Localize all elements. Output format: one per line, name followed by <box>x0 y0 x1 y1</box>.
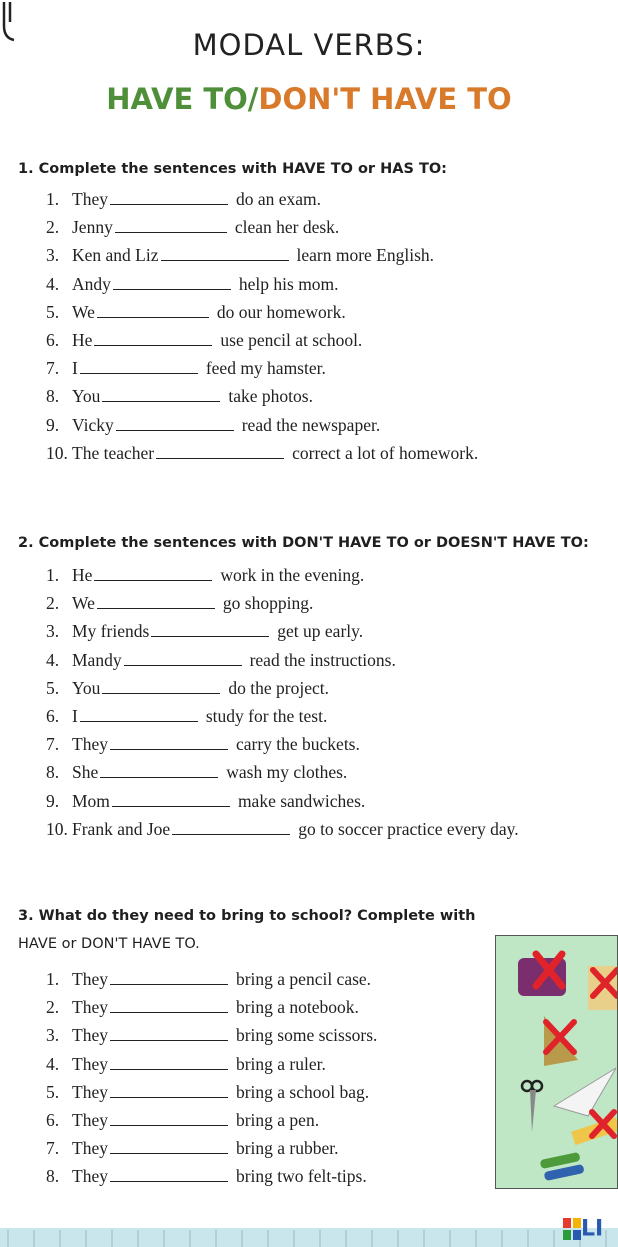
answer-blank[interactable] <box>80 707 198 722</box>
answer-blank[interactable] <box>97 303 209 318</box>
sentence-item <box>46 649 396 671</box>
answer-blank[interactable] <box>110 1055 228 1070</box>
subtitle-have-to: HAVE TO/ <box>106 82 259 116</box>
item-number: 5. <box>46 677 60 698</box>
item-rest: carry the buckets. <box>235 734 360 755</box>
item-subject: He <box>72 565 93 585</box>
answer-blank[interactable] <box>151 622 269 637</box>
item-rest: help his mom. <box>238 273 339 294</box>
sentence-item <box>46 188 321 210</box>
section-3-instruction-2: HAVE or DON'T HAVE TO. <box>18 936 200 952</box>
item-subject: I <box>72 358 78 379</box>
item-rest: feed my hamster. <box>205 358 326 379</box>
paper-plane-icon <box>554 1068 616 1116</box>
answer-blank[interactable] <box>115 218 227 233</box>
sentence-item <box>46 968 371 990</box>
item-rest: go to soccer practice every day. <box>298 818 519 839</box>
sentence-item <box>46 244 434 266</box>
answer-blank[interactable] <box>124 651 242 666</box>
item-number: 5. <box>46 1081 60 1102</box>
item-subject: They <box>72 997 108 1018</box>
item-rest: get up early. <box>277 621 364 642</box>
answer-blank[interactable] <box>102 387 220 402</box>
sentence-item <box>46 592 313 614</box>
answer-blank[interactable] <box>110 998 228 1013</box>
section-1-instruction: 1. Complete the sentences with HAVE TO or HAS TO: <box>18 161 447 177</box>
item-subject: They <box>72 1025 108 1046</box>
sentence-item <box>46 790 365 812</box>
answer-blank[interactable] <box>97 594 215 609</box>
item-rest: take photos. <box>228 386 313 407</box>
answer-blank[interactable] <box>172 820 290 835</box>
sentence-item <box>46 620 363 642</box>
item-subject: They <box>72 1081 108 1102</box>
decorative-ruler-strip <box>0 1228 618 1247</box>
answer-blank[interactable] <box>110 1083 228 1098</box>
item-rest: go shopping. <box>222 593 314 614</box>
item-number: 4. <box>46 1053 60 1074</box>
item-subject: I <box>72 706 78 726</box>
answer-blank[interactable] <box>112 792 230 807</box>
item-rest: clean her desk. <box>234 217 340 238</box>
answer-blank[interactable] <box>80 359 198 374</box>
answer-blank[interactable] <box>102 679 220 694</box>
answer-blank[interactable] <box>110 1026 228 1041</box>
sentence-item <box>46 357 326 379</box>
item-rest: bring a rubber. <box>235 1138 339 1159</box>
item-subject: Jenny <box>72 217 113 238</box>
item-number: 9. <box>46 414 60 435</box>
sentence-item <box>46 385 313 407</box>
answer-blank[interactable] <box>110 1111 228 1126</box>
item-subject: The teacher <box>72 442 155 463</box>
sentence-item <box>46 329 362 351</box>
item-number: 4. <box>46 273 60 294</box>
subtitle-dont-have-to: DON'T HAVE TO <box>258 82 512 116</box>
item-subject: You <box>72 386 101 407</box>
item-subject: He <box>72 330 93 350</box>
item-number: 5. <box>46 301 60 322</box>
answer-blank[interactable] <box>94 331 212 346</box>
item-subject: We <box>72 301 95 322</box>
item-subject: They <box>72 969 108 989</box>
answer-blank[interactable] <box>110 970 228 985</box>
answer-blank[interactable] <box>100 763 218 778</box>
item-number: 8. <box>46 1166 60 1187</box>
section-2-instruction: 2. Complete the sentences with DON'T HAVE TO or DOESN'T HAVE TO: <box>18 535 589 551</box>
item-number: 1. <box>46 565 60 585</box>
answer-blank[interactable] <box>110 190 228 205</box>
item-number: 6. <box>46 1110 60 1130</box>
item-rest: bring a school bag. <box>235 1081 370 1102</box>
sentence-item <box>46 733 360 755</box>
item-subject: They <box>72 1053 108 1074</box>
item-number: 1. <box>46 969 60 989</box>
sentence-item <box>46 1081 369 1103</box>
item-rest: learn more English. <box>296 245 435 266</box>
item-number: 8. <box>46 762 60 783</box>
item-rest: bring two felt-tips. <box>235 1166 367 1187</box>
sentence-item <box>46 1165 367 1187</box>
item-number: 6. <box>46 330 60 350</box>
item-rest: wash my clothes. <box>226 762 348 783</box>
item-number: 3. <box>46 245 60 266</box>
item-number: 7. <box>46 734 60 755</box>
sentence-item <box>46 996 359 1018</box>
item-rest: bring some scissors. <box>235 1025 378 1046</box>
item-subject: Mom <box>72 790 110 811</box>
item-subject: They <box>72 1110 108 1130</box>
item-rest: do the project. <box>228 677 329 698</box>
item-number: 2. <box>46 217 60 238</box>
item-rest: make sandwiches. <box>237 790 366 811</box>
item-rest: correct a lot of homework. <box>292 442 479 463</box>
item-number: 7. <box>46 1138 60 1159</box>
item-number: 2. <box>46 997 60 1018</box>
answer-blank[interactable] <box>94 566 212 581</box>
item-rest: do our homework. <box>216 301 346 322</box>
item-subject: My friends <box>72 621 150 642</box>
item-subject: Frank and Joe <box>72 818 171 839</box>
item-rest: bring a pen. <box>235 1110 320 1130</box>
sentence-item <box>46 1024 377 1046</box>
logo-text: LI <box>581 1216 604 1242</box>
page-title: MODAL VERBS: <box>192 28 426 62</box>
item-number: 6. <box>46 706 60 726</box>
sentence-item <box>46 761 347 783</box>
item-rest: bring a pencil case. <box>235 969 372 989</box>
school-supplies-illustration <box>495 935 618 1189</box>
item-subject: You <box>72 677 101 698</box>
sentence-item <box>46 1137 339 1159</box>
item-number: 10. <box>46 818 68 839</box>
answer-blank[interactable] <box>116 416 234 431</box>
item-rest: bring a ruler. <box>235 1053 326 1074</box>
scissors-icon <box>522 1081 532 1091</box>
sentence-item <box>46 1053 326 1075</box>
item-subject: She <box>72 762 99 783</box>
answer-blank[interactable] <box>110 1139 228 1154</box>
item-rest: work in the evening. <box>220 565 365 585</box>
sentence-item <box>46 564 364 586</box>
item-subject: Mandy <box>72 649 122 670</box>
item-number: 3. <box>46 1025 60 1046</box>
sentence-item <box>46 677 329 699</box>
sentence-item <box>46 818 519 840</box>
item-subject: Ken and Liz <box>72 245 159 266</box>
sentence-item <box>46 414 380 436</box>
item-number: 2. <box>46 593 60 614</box>
section-3-instruction: 3. What do they need to bring to school? Complete with <box>18 908 476 924</box>
page-subtitle <box>0 82 618 116</box>
item-rest: bring a notebook. <box>235 997 359 1018</box>
item-number: 10. <box>46 442 68 463</box>
item-subject: Andy <box>72 273 111 294</box>
sentence-item <box>46 1109 319 1131</box>
logo-mark-icon <box>563 1218 581 1240</box>
item-number: 4. <box>46 649 60 670</box>
answer-blank[interactable] <box>110 1167 228 1182</box>
item-rest: do an exam. <box>235 189 322 209</box>
item-subject: Vicky <box>72 414 114 435</box>
item-number: 7. <box>46 358 60 379</box>
sentence-item <box>46 273 339 295</box>
sentence-item <box>46 216 339 238</box>
item-rest: use pencil at school. <box>220 330 363 350</box>
item-number: 3. <box>46 621 60 642</box>
item-rest: read the newspaper. <box>241 414 381 435</box>
item-rest: study for the test. <box>205 706 328 726</box>
sentence-item <box>46 301 346 323</box>
item-number: 9. <box>46 790 60 811</box>
sentence-item <box>46 705 327 727</box>
answer-blank[interactable] <box>110 735 228 750</box>
answer-blank[interactable] <box>156 444 284 459</box>
item-subject: We <box>72 593 95 614</box>
item-rest: read the instructions. <box>249 649 396 670</box>
item-subject: They <box>72 189 108 209</box>
answer-blank[interactable] <box>113 275 231 290</box>
brand-logo <box>563 1216 618 1242</box>
sentence-item <box>46 442 478 464</box>
item-number: 8. <box>46 386 60 407</box>
item-subject: They <box>72 734 108 755</box>
item-number: 1. <box>46 189 60 209</box>
answer-blank[interactable] <box>161 246 289 261</box>
item-subject: They <box>72 1166 108 1187</box>
item-subject: They <box>72 1138 108 1159</box>
